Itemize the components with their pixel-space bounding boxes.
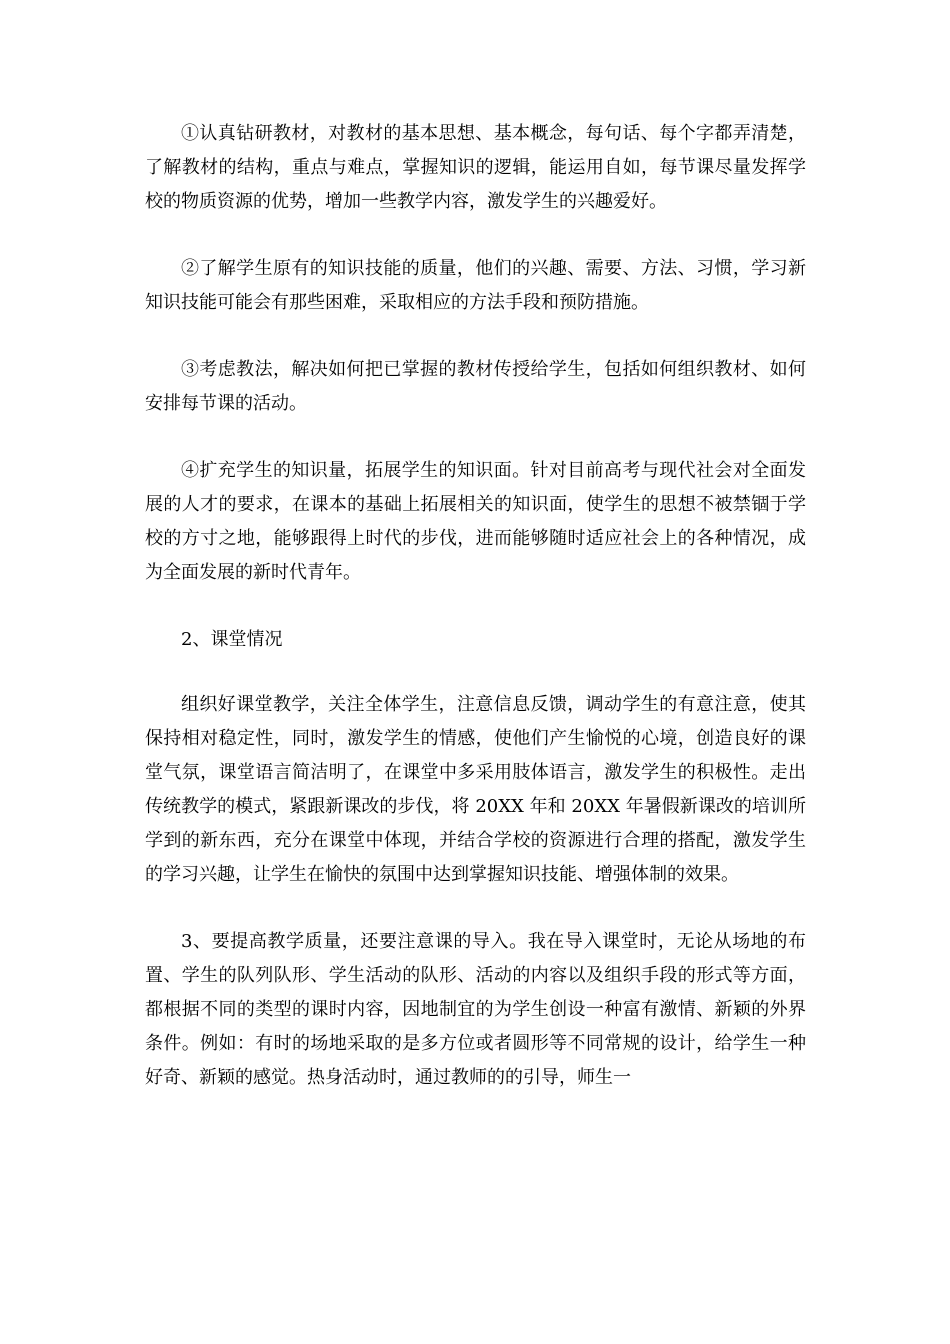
paragraph-3: ③考虑教法，解决如何把已掌握的教材传授给学生，包括如何组织教材、如何安排每节课的活动。 [145,359,806,414]
paragraph-2: ②了解学生原有的知识技能的质量，他们的兴趣、需要、方法、习惯，学习新知识技能可能会有那些困难，采取相应的方法手段和预防措施。 [145,258,806,313]
paragraph-4: ④扩充学生的知识量，拓展学生的知识面。针对目前高考与现代社会对全面发展的人才的要求，在课本的基础上拓展相关的知识面，使学生的思想不被禁锢于学校的方寸之地，能够跟得上时代的步伐，进而能够随时适应社会上的各种情况，成为全面发展的新时代青年。 [145,460,806,583]
document-body [145,117,806,1128]
paragraph-1: ①认真钻研教材，对教材的基本思想、基本概念，每句话、每个字都弄清楚，了解教材的结构，重点与难点，掌握知识的逻辑，能运用自如，每节课尽量发挥学校的物质资源的优势，增加一些教学内容，激发学生的兴趣爱好。 [145,123,806,212]
paragraph-5: 组织好课堂教学，关注全体学生，注意信息反馈，调动学生的有意注意，使其保持相对稳定性，同时，激发学生的情感，使他们产生愉悦的心境，创造良好的课堂气氛，课堂语言简洁明了，在课堂中多采用肢体语言，激发学生的积极性。走出传统教学的模式，紧跟新课改的步伐，将 20XX 年和 20XX 年暑假新课改的培训所学到的新东西，充分在课堂中体现，并结合学校的资源进行合理的搭配，激发学生的学习兴趣，让学生在愉快的氛围中达到掌握知识技能、增强体制的效果。 [145,694,806,885]
paragraph-6: 3、要提高教学质量，还要注意课的导入。我在导入课堂时，无论从场地的布置、学生的队列队形、学生活动的队形、活动的内容以及组织手段的形式等方面，都根据不同的类型的课时内容，因地制宜的为学生创设一种富有激情、新颖的外界条件。例如：有时的场地采取的是多方位或者圆形等不同常规的设计，给学生一种好奇、新颖的感觉。热身活动时，通过教师的的引导，师生一 [145,931,806,1088]
section-heading-classroom: 2、课堂情况 [181,629,283,650]
